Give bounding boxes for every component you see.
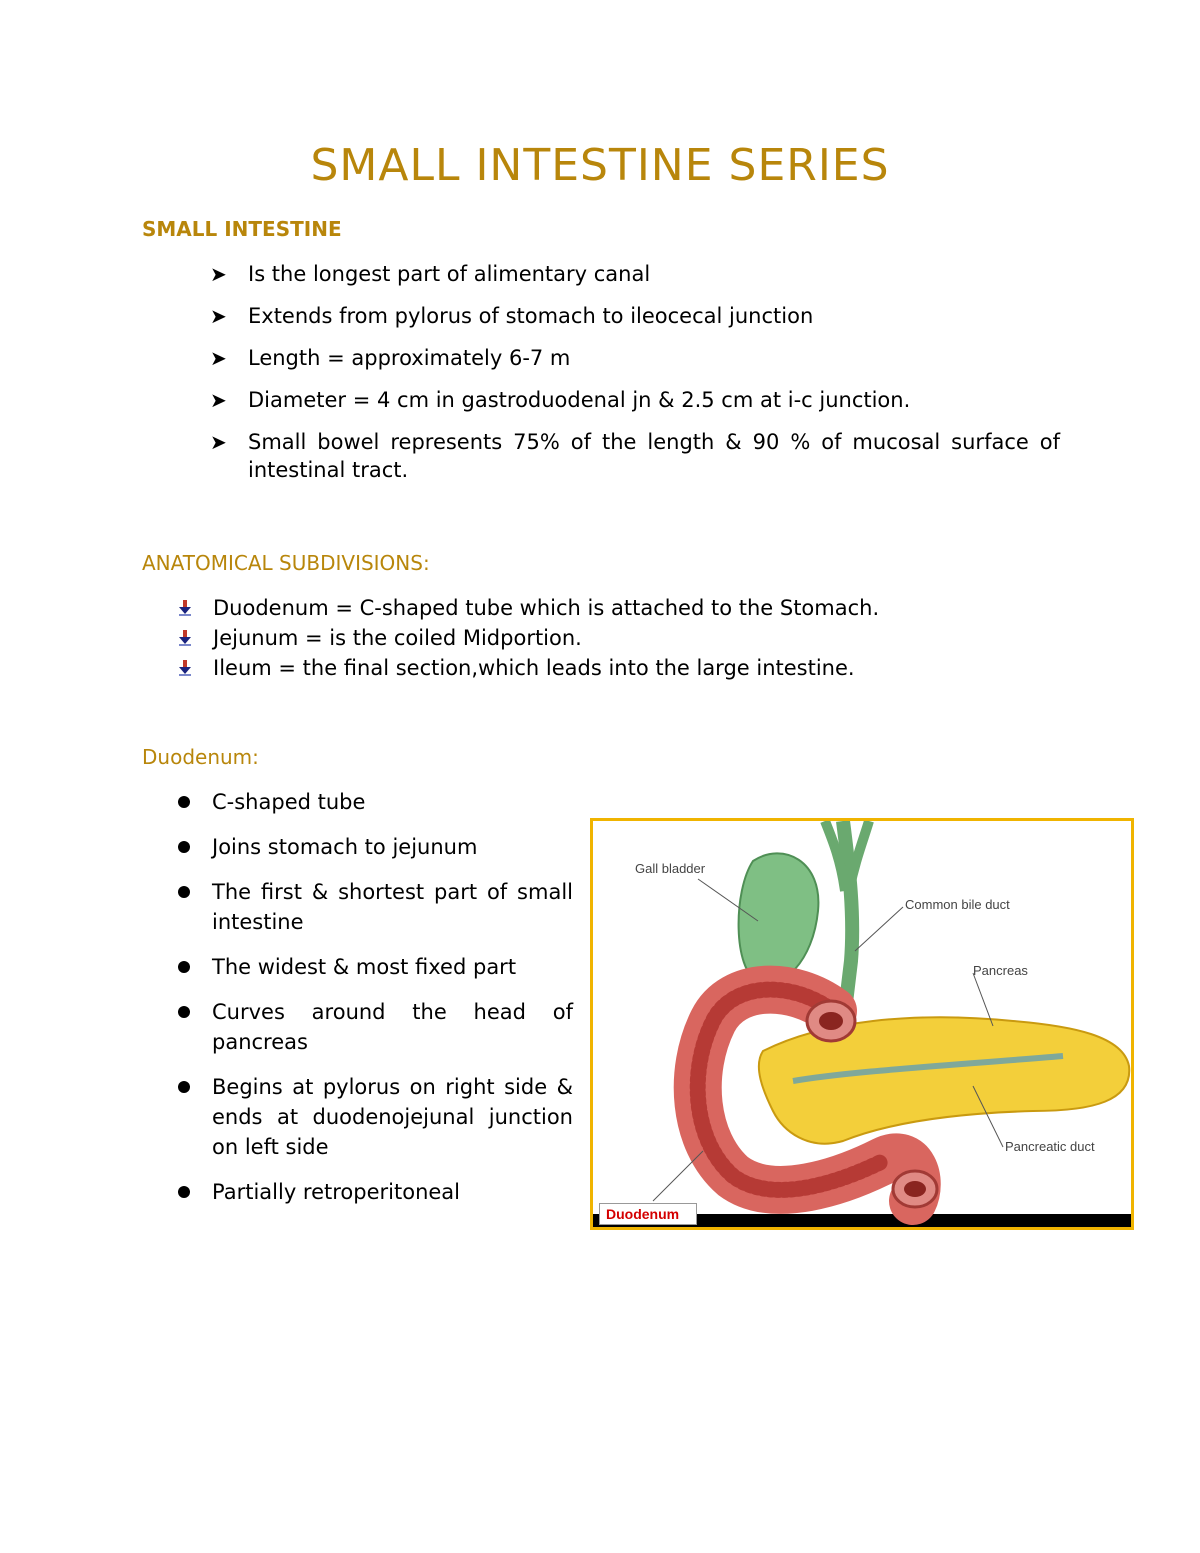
list-item: ➤ Diameter = 4 cm in gastroduodenal jn & 2.5 cm at i-c junction. — [210, 388, 911, 412]
bullet-icon — [178, 841, 190, 853]
down-arrow-icon — [178, 660, 192, 676]
section-heading-anatomical-subdivisions: ANATOMICAL SUBDIVISIONS: — [142, 551, 430, 575]
gall-bladder-label: Gall bladder — [635, 861, 706, 876]
bullet-icon — [178, 1081, 190, 1093]
list-item: Duodenum = C-shaped tube which is attached to the Stomach. — [178, 593, 1078, 623]
page-title: SMALL INTESTINE SERIES — [310, 140, 890, 191]
list-item: ➤ Small bowel represents 75% of the length & 90 % of mucosal surface of intestinal tract. — [210, 430, 1060, 482]
list-item: The widest & most fixed part — [178, 952, 573, 982]
duodenum-anatomy-figure — [590, 818, 1134, 1230]
anatomy-illustration — [593, 821, 1131, 1227]
list-item: Joins stomach to jejunum — [178, 832, 573, 862]
down-arrow-icon — [178, 600, 192, 616]
section-heading-small-intestine: SMALL INTESTINE — [142, 217, 342, 241]
bullet-icon — [178, 1186, 190, 1198]
arrowhead-icon: ➤ — [210, 430, 227, 454]
list-item: ➤ Length = approximately 6-7 m — [210, 346, 571, 370]
pancreas-label: Pancreas — [973, 963, 1028, 978]
common-bile-duct-label: Common bile duct — [905, 897, 1010, 912]
bullet-icon — [178, 1006, 190, 1018]
section-heading-duodenum: Duodenum: — [142, 745, 259, 769]
bullet-icon — [178, 796, 190, 808]
pancreatic-duct-label: Pancreatic duct — [1005, 1139, 1095, 1154]
list-item: C-shaped tube — [178, 787, 573, 817]
arrowhead-icon: ➤ — [210, 346, 227, 370]
arrowhead-icon: ➤ — [210, 388, 227, 412]
list-item: Partially retroperitoneal — [178, 1177, 573, 1207]
list-item: The first & shortest part of small intestine — [178, 877, 573, 937]
arrowhead-icon: ➤ — [210, 262, 227, 286]
list-item: ➤ Extends from pylorus of stomach to ileocecal junction — [210, 304, 814, 328]
list-item: Begins at pylorus on right side & ends at duodenojejunal junction on left side — [178, 1072, 573, 1162]
list-item: ➤ Is the longest part of alimentary canal — [210, 262, 651, 286]
list-item: Curves around the head of pancreas — [178, 997, 573, 1057]
bullet-icon — [178, 886, 190, 898]
arrowhead-icon: ➤ — [210, 304, 227, 328]
list-item: Jejunum = is the coiled Midportion. — [178, 623, 1078, 653]
down-arrow-icon — [178, 630, 192, 646]
list-item: Ileum = the final section,which leads into the large intestine. — [178, 653, 1078, 683]
small-intestine-list — [210, 260, 1060, 498]
subdivisions-list — [178, 593, 1078, 683]
duodenum-label: Duodenum — [599, 1203, 697, 1225]
bullet-icon — [178, 961, 190, 973]
duodenum-list — [178, 787, 573, 1222]
